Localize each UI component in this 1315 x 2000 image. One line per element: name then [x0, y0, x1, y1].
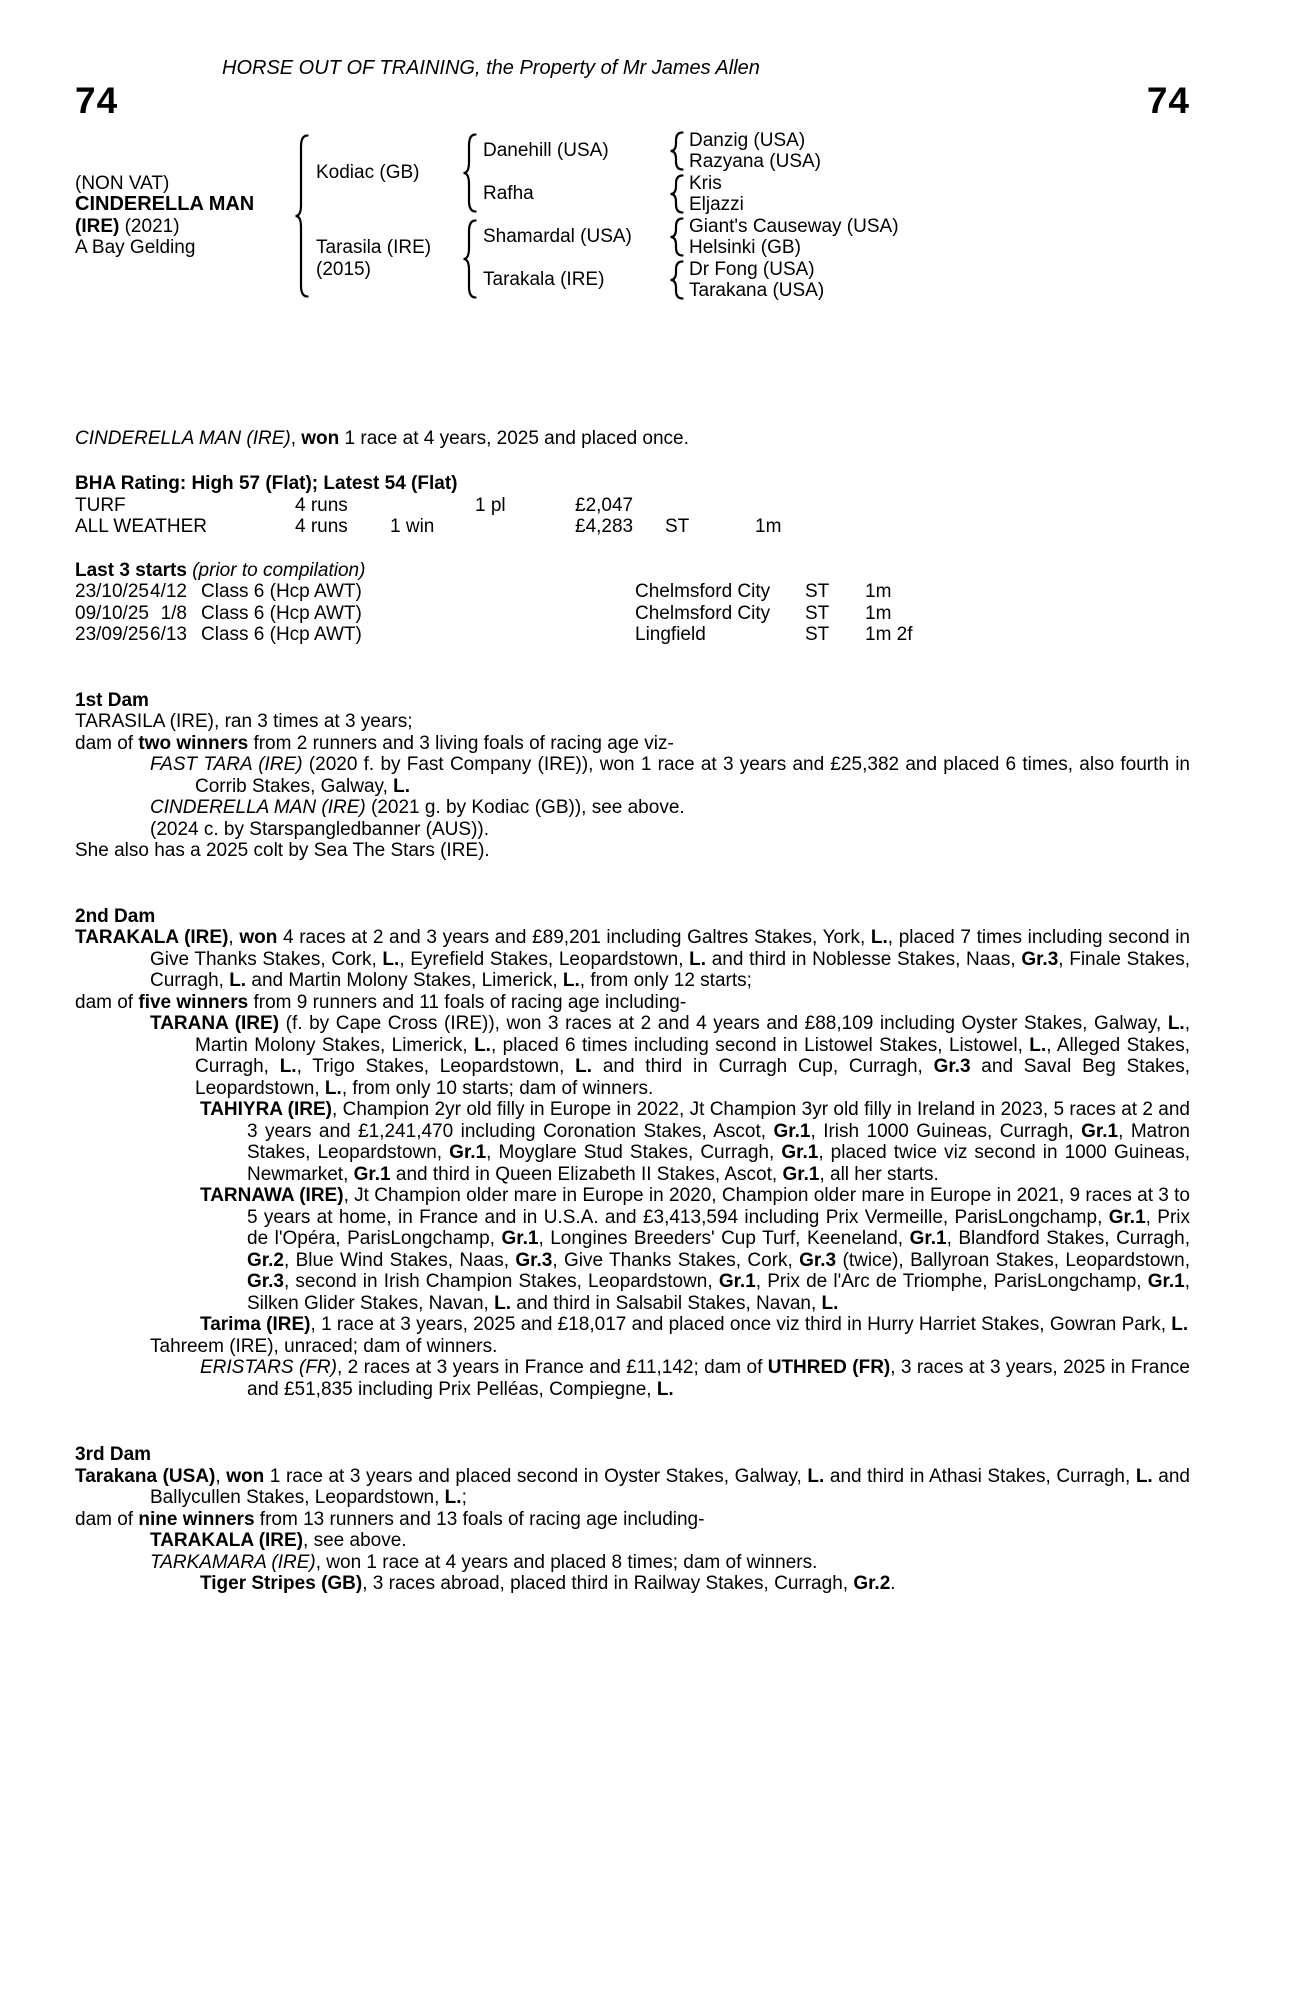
start-date: 23/09/25 — [75, 624, 149, 645]
section-heading: 2nd Dam — [75, 905, 156, 927]
ancestor-name: Razyana (USA) — [689, 151, 821, 172]
sire-sire: Danehill (USA) — [483, 140, 609, 162]
places-value — [475, 516, 575, 538]
sire-dam: Rafha — [483, 183, 534, 205]
stats-table — [75, 495, 1190, 538]
catalogue-paragraph: TAHIYRA (IRE), Champion 2yr old filly in Europe in 2022, Jt Champion 3yr old filly in Ireland in 2023, 5 races at 2 and 3 years and £1,241,470 including Coronation Stakes, Ascot, Gr.1, Irish 1000 Guineas, Curragh, Gr.1, Matron Stakes, Leopardstown, Gr.1, Moyglare Stud Stakes, Curragh, Gr.1, placed twice viz second in 1000 Guineas, Newmarket, Gr.1 and third in Queen Elizabeth II Stakes, Ascot, Gr.1, all her starts. — [200, 1099, 1190, 1185]
start-date: 23/10/25 — [75, 581, 149, 602]
catalogue-paragraph: TARAKALA (IRE), see above. — [150, 1530, 407, 1551]
lot-number-left: 74 — [75, 79, 119, 121]
first-dam-section — [75, 690, 1190, 862]
catalogue-paragraph: Tarakana (USA), won 1 race at 3 years and placed second in Oyster Stakes, Galway, L. and third in Athasi Stakes, Curragh, L. and Ballycullen Stakes, Leopardstown, L.; — [75, 1465, 1190, 1508]
start-going: ST — [805, 602, 830, 624]
second-dam-section — [75, 906, 1190, 1401]
section-paragraphs — [75, 927, 1190, 1400]
start-distance: 1m — [865, 602, 892, 624]
last-3-starts — [75, 560, 1190, 646]
catalogue-paragraph: TARKAMARA (IRE), won 1 race at 4 years and placed 8 times; dam of winners. — [150, 1551, 818, 1573]
ancestor-name: Danzig (USA) — [689, 129, 806, 151]
third-dam-section — [75, 1444, 1190, 1595]
catalogue-paragraph: CINDERELLA MAN (IRE) (2021 g. by Kodiac (GB)), see above. — [150, 797, 685, 818]
catalogue-paragraph: TARNAWA (IRE), Jt Champion older mare in Europe in 2020, Champion older mare in Europe in 2021, 9 races at 3 to 5 years at home, in France and in U.S.A. and £3,413,594 including Prix Vermeille, ParisLongchamp, Gr.1, Prix de l'Opéra, ParisLongchamp, Gr.1, Longines Breeders' Cup Turf, Keeneland, Gr.1, Blandford Stakes, Curragh, Gr.2, Blue Wind Stakes, Naas, Gr.3, Give Thanks Stakes, Cork, Gr.3 (twice), Ballyroan Stakes, Leopardstown, Gr.3, second in Irish Champion Stakes, Leopardstown, Gr.1, Prix de l'Arc de Triomphe, ParisLongchamp, Gr.1, Silken Glider Stakes, Navan, L. and third in Salsabil Stakes, Navan, L. — [200, 1185, 1190, 1314]
start-course: Chelmsford City — [635, 581, 771, 602]
start-course: Lingfield — [635, 624, 706, 645]
pedigree-brace-main — [288, 130, 316, 302]
race-summary: CINDERELLA MAN (IRE), won 1 race at 4 years, 2025 and placed once. — [75, 427, 689, 449]
brace-icon — [669, 174, 685, 214]
going-value: ST — [665, 516, 690, 537]
catalogue-paragraph: ERISTARS (FR), 2 races at 3 years in France and £11,142; dam of UTHRED (FR), 3 races at 3 years, 2025 in France and £51,835 including Prix Pelléas, Compiegne, L. — [200, 1357, 1190, 1400]
dam-dam: Tarakala (IRE) — [483, 269, 605, 291]
start-position: 6/13 — [150, 624, 187, 645]
vat-status: (NON VAT) — [75, 172, 170, 194]
going-value — [665, 495, 755, 517]
bha-rating: BHA Rating: High 57 (Flat); Latest 54 (Flat) — [75, 473, 458, 494]
catalogue-paragraph: FAST TARA (IRE) (2020 f. by Fast Company (IRE)), won 1 race at 3 years and £25,382 and placed 6 times, also fourth in Corrib Stakes, Galway, L. — [150, 754, 1191, 797]
section-paragraphs — [75, 711, 1190, 862]
runs-value: 4 runs — [295, 494, 348, 516]
start-course: Chelmsford City — [635, 602, 771, 624]
ancestor-name: Giant's Causeway (USA) — [689, 215, 899, 237]
start-race: Class 6 (Hcp AWT) — [201, 581, 362, 602]
surface-label: TURF — [75, 494, 126, 516]
start-distance: 1m 2f — [865, 624, 913, 645]
start-race: Class 6 (Hcp AWT) — [201, 624, 362, 645]
pedigree-brace-g2-3 — [667, 216, 687, 259]
ancestor-name: Tarakana (USA) — [689, 280, 825, 301]
ancestor-name: Kris — [689, 172, 722, 194]
earnings-value: £4,283 — [575, 516, 634, 537]
distance-value: 1m — [755, 516, 782, 537]
section-paragraphs — [75, 1466, 1190, 1595]
catalogue-paragraph: TARAKALA (IRE), won 4 races at 2 and 3 years and £89,201 including Galtres Stakes, York, L., placed 7 times including second in Give Thanks Stakes, Cork, L., Eyrefield Stakes, Leopardstown, L. and third in Noblesse Stakes, Naas, Gr.3, Finale Stakes, Curragh, L. and Martin Molony Stakes, Limerick, L., from only 12 starts; — [75, 927, 1191, 991]
section-heading: 1st Dam — [75, 689, 149, 711]
brace-icon — [294, 134, 310, 298]
start-row — [75, 581, 1190, 603]
distance-value — [755, 495, 1190, 517]
wins-value: 1 win — [390, 516, 435, 537]
subject-horse-name: CINDERELLA MAN — [75, 193, 255, 215]
brace-icon — [669, 217, 685, 257]
catalogue-paragraph: TARASILA (IRE), ran 3 times at 3 years; — [75, 711, 413, 732]
start-going: ST — [805, 624, 830, 645]
ancestor-name: Helsinki (GB) — [689, 237, 801, 258]
brace-icon — [462, 219, 478, 299]
start-row — [75, 624, 1190, 646]
catalogue-paragraph: (2024 c. by Starspangledbanner (AUS)). — [150, 818, 490, 840]
surface-label: ALL WEATHER — [75, 516, 207, 537]
dam-sire: Shamardal (USA) — [483, 226, 632, 248]
stats-row-turf — [75, 495, 1190, 517]
subject-horse-block — [75, 130, 288, 302]
earnings-value: £2,047 — [575, 494, 634, 516]
catalogue-paragraph: dam of nine winners from 13 runners and 13 foals of racing age including- — [75, 1508, 705, 1530]
pedigree-brace-g2-2 — [667, 173, 687, 216]
sire-name: Kodiac (GB) — [316, 161, 420, 183]
start-going: ST — [805, 581, 830, 602]
places-value: 1 pl — [475, 494, 506, 516]
section-heading: 3rd Dam — [75, 1444, 152, 1465]
subject-horse-description: A Bay Gelding — [75, 237, 196, 258]
start-distance: 1m — [865, 581, 892, 602]
last-3-starts-heading: Last 3 starts (prior to compilation) — [75, 559, 366, 581]
start-race: Class 6 (Hcp AWT) — [201, 602, 362, 624]
runs-value: 4 runs — [295, 516, 348, 537]
catalogue-paragraph: Tarima (IRE), 1 race at 3 years, 2025 and £18,017 and placed once viz third in Hurry Harriet Stakes, Gowran Park, L. — [200, 1314, 1189, 1335]
catalogue-paragraph: TARANA (IRE) (f. by Cape Cross (IRE)), won 3 races at 2 and 4 years and £88,109 including Oyster Stakes, Galway, L., Martin Molony Stakes, Limerick, L., placed 6 times including second in Listowel Stakes, Listowel, L., Alleged Stakes, Curragh, L., Trigo Stakes, Leopardstown, L. and third in Curragh Cup, Curragh, Gr.3 and Saval Beg Stakes, Leopardstown, L., from only 10 starts; dam of winners. — [150, 1013, 1191, 1099]
catalogue-paragraph: dam of two winners from 2 runners and 3 living foals of racing age viz- — [75, 732, 674, 754]
lot-number-row — [75, 79, 1190, 122]
start-position: 1/8 — [160, 602, 187, 624]
catalogue-paragraph: She also has a 2025 colt by Sea The Stars (IRE). — [75, 840, 490, 861]
ancestor-name: Dr Fong (USA) — [689, 258, 815, 280]
dam-name: Tarasila (IRE) (2015) — [316, 216, 456, 302]
pedigree-tree — [75, 130, 1190, 302]
start-date: 09/10/25 — [75, 602, 149, 624]
brace-icon — [462, 133, 478, 213]
start-position: 4/12 — [150, 581, 187, 602]
dam-year: (2015) — [316, 258, 371, 280]
pedigree-brace-sire — [456, 130, 483, 216]
lot-number-right: 74 — [1146, 79, 1190, 121]
catalogue-paragraph: dam of five winners from 9 runners and 11 foals of racing age including- — [75, 991, 687, 1013]
stats-row-all-weather — [75, 516, 1190, 538]
catalogue-paragraph: Tiger Stripes (GB), 3 races abroad, placed third in Railway Stakes, Curragh, Gr.2. — [200, 1573, 896, 1594]
page-title: HORSE OUT OF TRAINING, the Property of Mr James Allen — [222, 57, 760, 79]
wins-value — [390, 495, 475, 517]
pedigree-brace-dam — [456, 216, 483, 302]
brace-icon — [669, 131, 685, 171]
start-row — [75, 603, 1190, 625]
pedigree-brace-g2-1 — [667, 130, 687, 173]
subject-horse-origin-year: (IRE) (2021) — [75, 215, 180, 237]
brace-icon — [669, 260, 685, 300]
catalogue-paragraph: Tahreem (IRE), unraced; dam of winners. — [150, 1335, 498, 1357]
ancestor-name: Eljazzi — [689, 194, 744, 215]
pedigree-brace-g2-4 — [667, 259, 687, 302]
